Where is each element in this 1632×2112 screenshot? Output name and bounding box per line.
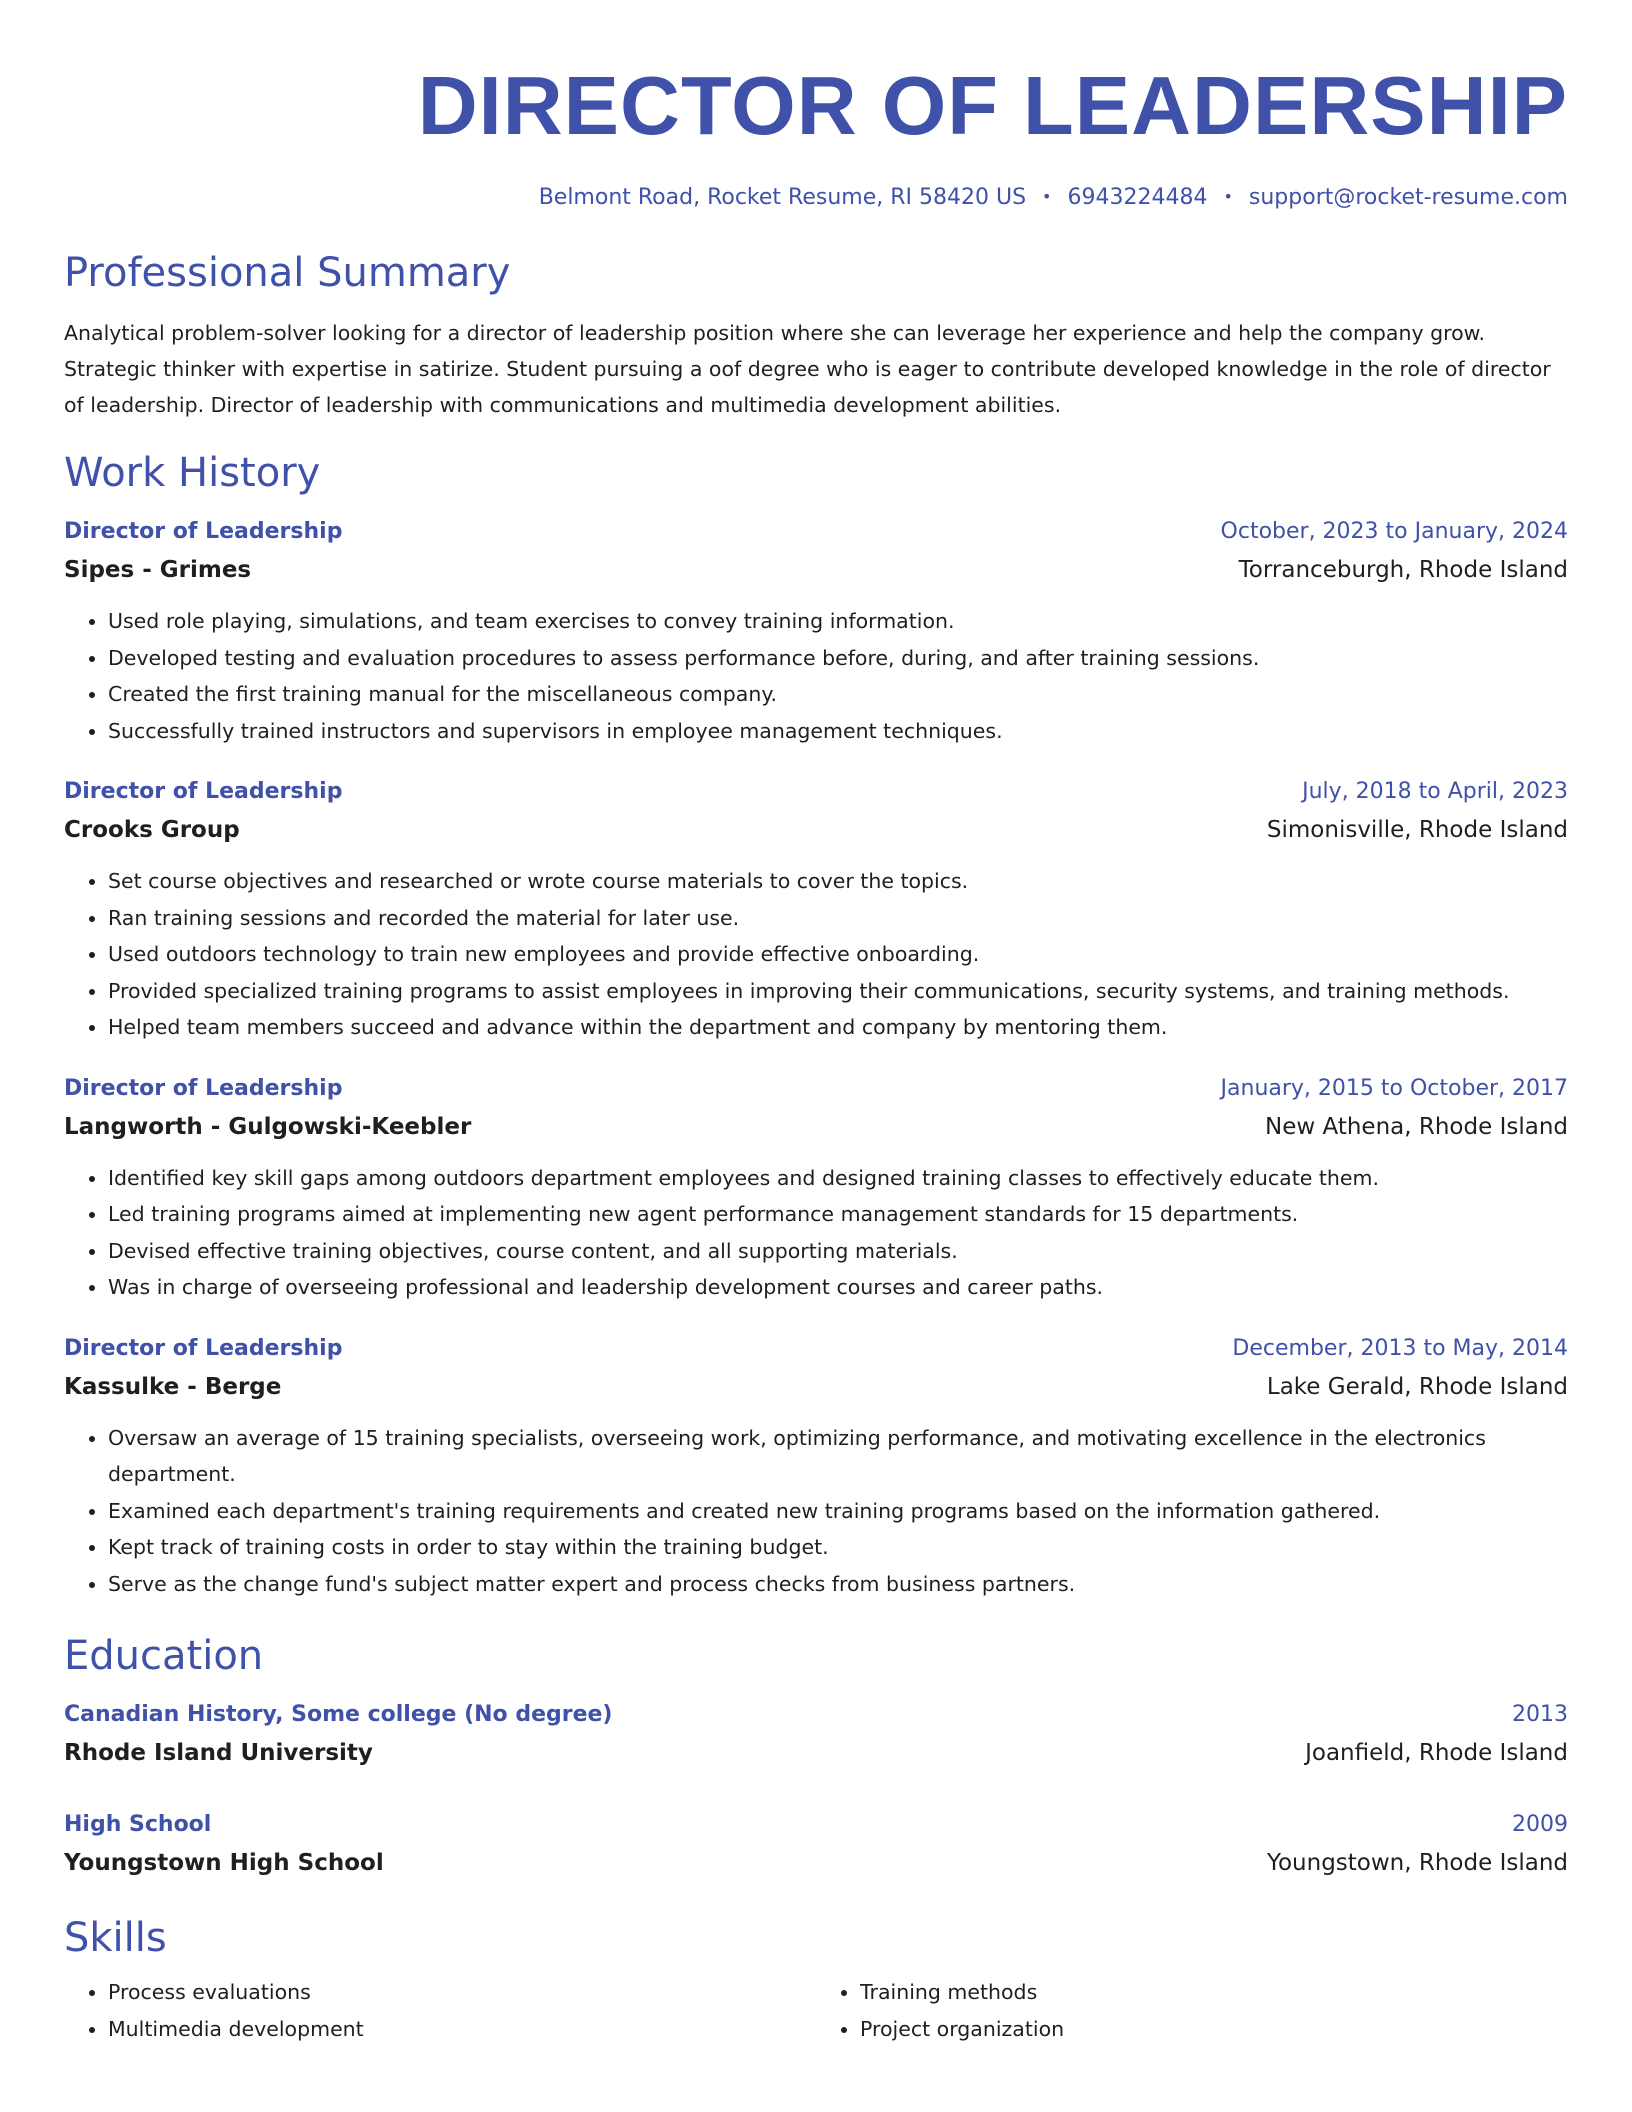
job-company: Langworth - Gulgowski-Keebler	[64, 1113, 472, 1140]
job-bullet: • Used outdoors technology to train new employees and provide effective onboarding.	[108, 936, 1568, 973]
summary-text: Analytical problem-solver looking for a director of leadership position where she can leverage her experience and help the company grow. Strategic thinker with expertise in satirize. Student pursuing a oof degree who is eager to contribute developed knowledge in the role of director of leadership. Director of leadership with communications and multimedia development abilities.	[64, 321, 1551, 417]
job-bullet: • Successfully trained instructors and supervisors in employee management techniques.	[108, 713, 1568, 750]
education-entry	[64, 1806, 1568, 1882]
contact-phone: 6943224484	[1067, 185, 1208, 210]
job-dates: December, 2013 to May, 2014	[1232, 1335, 1568, 1361]
job-role: Director of Leadership	[64, 1335, 343, 1361]
candidate-name: DIRECTOR OF LEADERSHIP	[417, 59, 1568, 152]
job-bullet: • Examined each department's training requirements and created new training programs based on the information gathered.	[108, 1493, 1568, 1530]
skills-column-left	[64, 1974, 816, 2047]
skill-item: • Process evaluations	[108, 1974, 816, 2011]
job-bullets	[64, 1420, 1568, 1603]
contact-separator: •	[1042, 187, 1052, 206]
job-location: New Athena, Rhode Island	[1265, 1113, 1568, 1140]
job-bullet: • Oversaw an average of 15 training specialists, overseeing work, optimizing performance, and motivating excellence in the electronics department.	[108, 1420, 1568, 1493]
job-bullet: • Was in charge of overseeing professional and leadership development courses and career paths.	[108, 1269, 1568, 1306]
job-company: Crooks Group	[64, 817, 240, 843]
job-role: Director of Leadership	[64, 1075, 343, 1101]
job-location: Lake Gerald, Rhode Island	[1266, 1373, 1568, 1400]
job-dates: January, 2015 to October, 2017	[1220, 1075, 1568, 1101]
job-entry	[64, 773, 1568, 1046]
job-entry	[64, 1330, 1568, 1603]
job-entry	[64, 1070, 1568, 1306]
education-location: Joanfield, Rhode Island	[1305, 1740, 1568, 1766]
education-year: 2013	[1512, 1702, 1568, 1727]
job-location: Torranceburgh, Rhode Island	[1238, 557, 1568, 583]
contact-address: Belmont Road, Rocket Resume, RI 58420 US	[538, 185, 1027, 210]
job-bullets	[64, 603, 1568, 749]
job-entry	[64, 513, 1568, 749]
job-role: Director of Leadership	[64, 779, 343, 804]
skills-column-right	[816, 1974, 1568, 2047]
section-title-work-history: Work History	[64, 450, 321, 496]
job-bullet: • Created the first training manual for the miscellaneous company.	[108, 676, 1568, 713]
job-dates: July, 2018 to April, 2023	[1302, 779, 1568, 804]
skill-item: • Project organization	[860, 2011, 1568, 2048]
section-title-education: Education	[64, 1633, 264, 1679]
skill-item: • Training methods	[860, 1974, 1568, 2011]
job-bullets	[64, 863, 1568, 1046]
job-bullet: • Devised effective training objectives, course content, and all supporting materials.	[108, 1233, 1568, 1270]
skills-grid	[64, 1974, 1568, 2047]
job-location: Simonisville, Rhode Island	[1266, 817, 1568, 843]
job-bullet: • Used role playing, simulations, and team exercises to convey training information.	[108, 603, 1568, 640]
job-dates: October, 2023 to January, 2024	[1220, 519, 1568, 544]
education-entry	[64, 1696, 1568, 1772]
job-bullet: • Identified key skill gaps among outdoors department employees and designed training classes to effectively educate them.	[108, 1160, 1568, 1197]
job-bullet: • Helped team members succeed and advance within the department and company by mentoring them.	[108, 1009, 1568, 1046]
contact-line	[64, 182, 1568, 213]
job-company: Kassulke - Berge	[64, 1373, 282, 1400]
resume-header	[64, 0, 1568, 213]
job-bullet: • Led training programs aimed at implementing new agent performance management standards for 15 departments.	[108, 1196, 1568, 1233]
education-location: Youngstown, Rhode Island	[1266, 1850, 1568, 1876]
education-degree: High School	[64, 1812, 212, 1837]
job-bullet: • Ran training sessions and recorded the material for later use.	[108, 900, 1568, 937]
job-role: Director of Leadership	[64, 519, 343, 544]
education-school: Rhode Island University	[64, 1740, 373, 1766]
section-title-skills: Skills	[64, 1915, 167, 1961]
job-bullet: • Kept track of training costs in order to stay within the training budget.	[108, 1529, 1568, 1566]
education-year: 2009	[1512, 1812, 1568, 1837]
contact-email: support@rocket-resume.com	[1248, 185, 1568, 210]
job-bullets	[64, 1160, 1568, 1306]
contact-separator: •	[1223, 187, 1233, 206]
education-school: Youngstown High School	[64, 1850, 384, 1876]
job-bullet: • Serve as the change fund's subject matter expert and process checks from business partners.	[108, 1566, 1568, 1603]
job-bullet: • Developed testing and evaluation procedures to assess performance before, during, and after training sessions.	[108, 640, 1568, 677]
job-company: Sipes - Grimes	[64, 557, 252, 583]
education-degree: Canadian History, Some college (No degree)	[64, 1702, 613, 1727]
job-bullet: • Set course objectives and researched or wrote course materials to cover the topics.	[108, 863, 1568, 900]
skill-item: • Multimedia development	[108, 2011, 816, 2048]
section-title-summary: Professional Summary	[64, 250, 511, 296]
job-bullet: • Provided specialized training programs to assist employees in improving their communications, security systems, and training methods.	[108, 973, 1568, 1010]
